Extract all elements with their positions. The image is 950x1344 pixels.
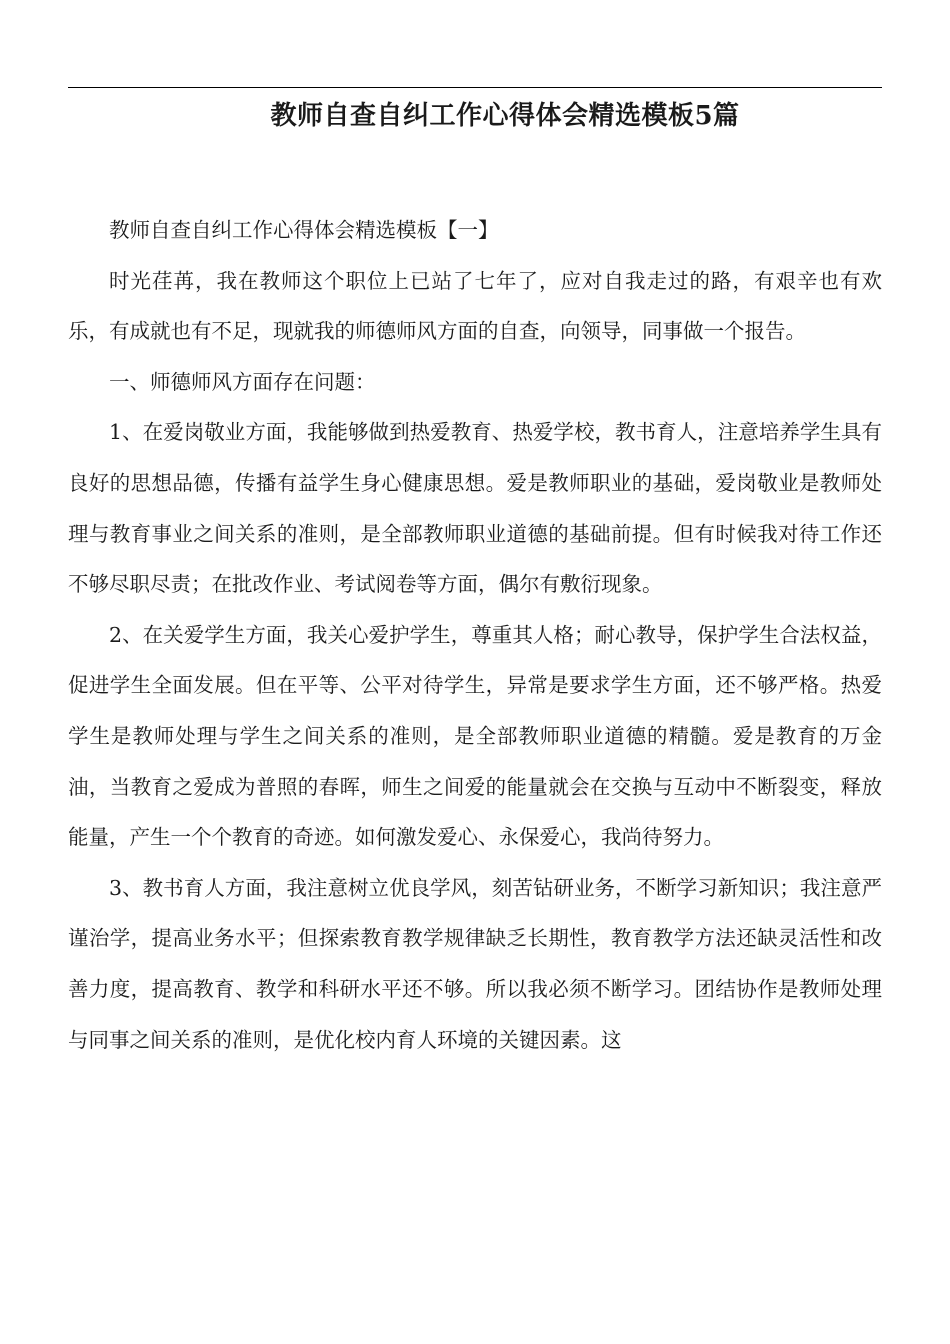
header-rule (68, 87, 882, 88)
document-title: 教师自查自纠工作心得体会精选模板5篇 (270, 101, 740, 131)
paragraph-issues-heading: 一、师德师风方面存在问题： (109, 369, 376, 394)
paragraph-item-1: 1、在爱岗敬业方面，我能够做到热爱教育、热爱学校，教书育人，注意培养学生具有良好的思想品德，传播有益学生身心健康思想。爱是教师职业的基础，爱岗敬业是教师处理与教育事业之间关系的准则，是全部教师职业道德的基础前提。但有时候我对待工作还不够尽职尽责；在批改作业、考试阅卷等方面，偶尔有敷衍现象。 (68, 420, 882, 597)
section-heading: 教师自查自纠工作心得体会精选模板【一】 (109, 218, 499, 242)
document-body (68, 205, 882, 1065)
paragraph-item-2: 2、在关爱学生方面，我关心爱护学生，尊重其人格；耐心教导，保护学生合法权益，促进学生全面发展。但在平等、公平对待学生，异常是要求学生方面，还不够严格。热爱学生是教师处理与学生之间关系的准则，是全部教师职业道德的精髓。爱是教育的万金油，当教育之爱成为普照的春晖，师生之间爱的能量就会在交换与互动中不断裂变，释放能量，产生一个个教育的奇迹。如何激发爱心、永保爱心，我尚待努力。 (68, 622, 882, 850)
paragraph-item-3: 3、教书育人方面，我注意树立优良学风，刻苦钻研业务，不断学习新知识；我注意严谨治学，提高业务水平；但探索教育教学规律缺乏长期性，教育教学方法还缺灵活性和改善力度，提高教育、教学和科研水平还不够。所以我必须不断学习。团结协作是教师处理与同事之间关系的准则，是优化校内育人环境的关键因素。这 (68, 875, 882, 1052)
paragraph-intro: 时光荏苒，我在教师这个职位上已站了七年了，应对自我走过的路，有艰辛也有欢乐，有成就也有不足，现就我的师德师风方面的自查，向领导，同事做一个报告。 (68, 268, 882, 344)
